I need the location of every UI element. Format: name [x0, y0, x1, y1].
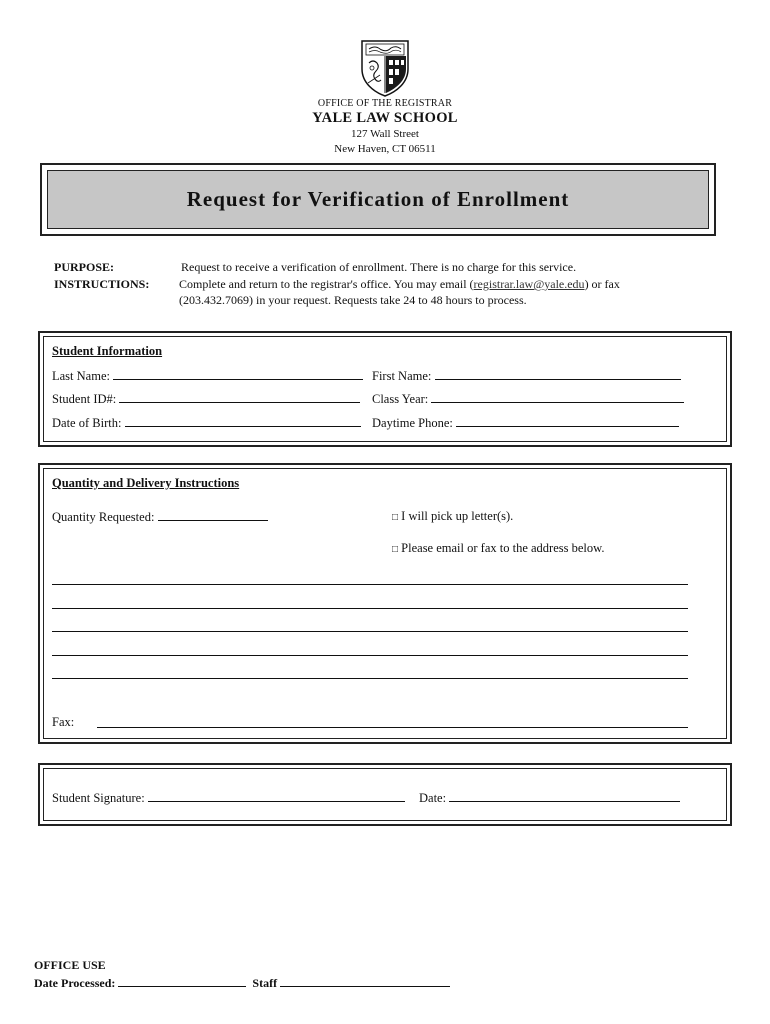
student-signature-field[interactable]: Student Signature:	[52, 790, 405, 806]
instructions-label: INSTRUCTIONS:	[54, 277, 150, 291]
purpose-text: Request to receive a verification of enrollment. There is no charge for this service.	[181, 260, 577, 274]
delivery-instructions-heading: Quantity and Delivery Instructions	[52, 476, 240, 490]
address-city: New Haven, CT 06511	[334, 143, 436, 155]
signature-section	[38, 763, 732, 826]
checkbox-icon[interactable]: □	[392, 512, 399, 523]
class-year-field[interactable]: Class Year:	[372, 391, 684, 407]
address-line-4[interactable]	[52, 655, 688, 656]
email-fax-option[interactable]: □ Please email or fax to the address below.	[392, 541, 605, 555]
form-title: Request for Verification of Enrollment	[186, 187, 570, 211]
pickup-option[interactable]: □ I will pick up letter(s).	[392, 509, 514, 523]
date-processed-field[interactable]: Date Processed: Staff	[34, 975, 450, 991]
date-of-birth-field[interactable]: Date of Birth:	[52, 415, 361, 431]
address-line-1[interactable]	[52, 584, 688, 585]
instructions-text-line2: (203.432.7069) in your request. Requests take 24 to 48 hours to process.	[179, 293, 527, 307]
checkbox-icon[interactable]: □	[392, 544, 399, 555]
address-line-3[interactable]	[52, 631, 688, 632]
fax-label: Fax:	[52, 715, 75, 729]
school-name: YALE LAW SCHOOL	[312, 110, 458, 126]
office-of-registrar: OFFICE OF THE REGISTRAR	[317, 98, 453, 109]
title-banner	[40, 163, 716, 236]
yale-shield-logo	[360, 39, 410, 97]
instructions-text: Complete and return to the registrar's office. You may email (registrar.law@yale.edu) or fax	[179, 277, 620, 291]
quantity-requested-field[interactable]: Quantity Requested:	[52, 509, 268, 525]
daytime-phone-field[interactable]: Daytime Phone:	[372, 415, 679, 431]
address-line-2[interactable]	[52, 608, 688, 609]
staff-label: Staff	[252, 976, 278, 990]
student-id-field[interactable]: Student ID#:	[52, 391, 360, 407]
delivery-instructions-section	[38, 463, 732, 744]
last-name-field[interactable]: Last Name:	[52, 368, 363, 384]
address-line-5[interactable]	[52, 678, 688, 679]
first-name-field[interactable]: First Name:	[372, 368, 681, 384]
office-use-heading: OFFICE USE	[34, 958, 106, 972]
fax-field[interactable]	[97, 727, 688, 728]
student-information-section	[38, 331, 732, 447]
registrar-email-link[interactable]: registrar.law@yale.edu	[473, 277, 585, 291]
address-street: 127 Wall Street	[351, 128, 419, 140]
purpose-label: PURPOSE:	[54, 260, 114, 274]
signature-date-field[interactable]: Date:	[419, 790, 680, 806]
student-information-heading: Student Information	[52, 344, 163, 358]
